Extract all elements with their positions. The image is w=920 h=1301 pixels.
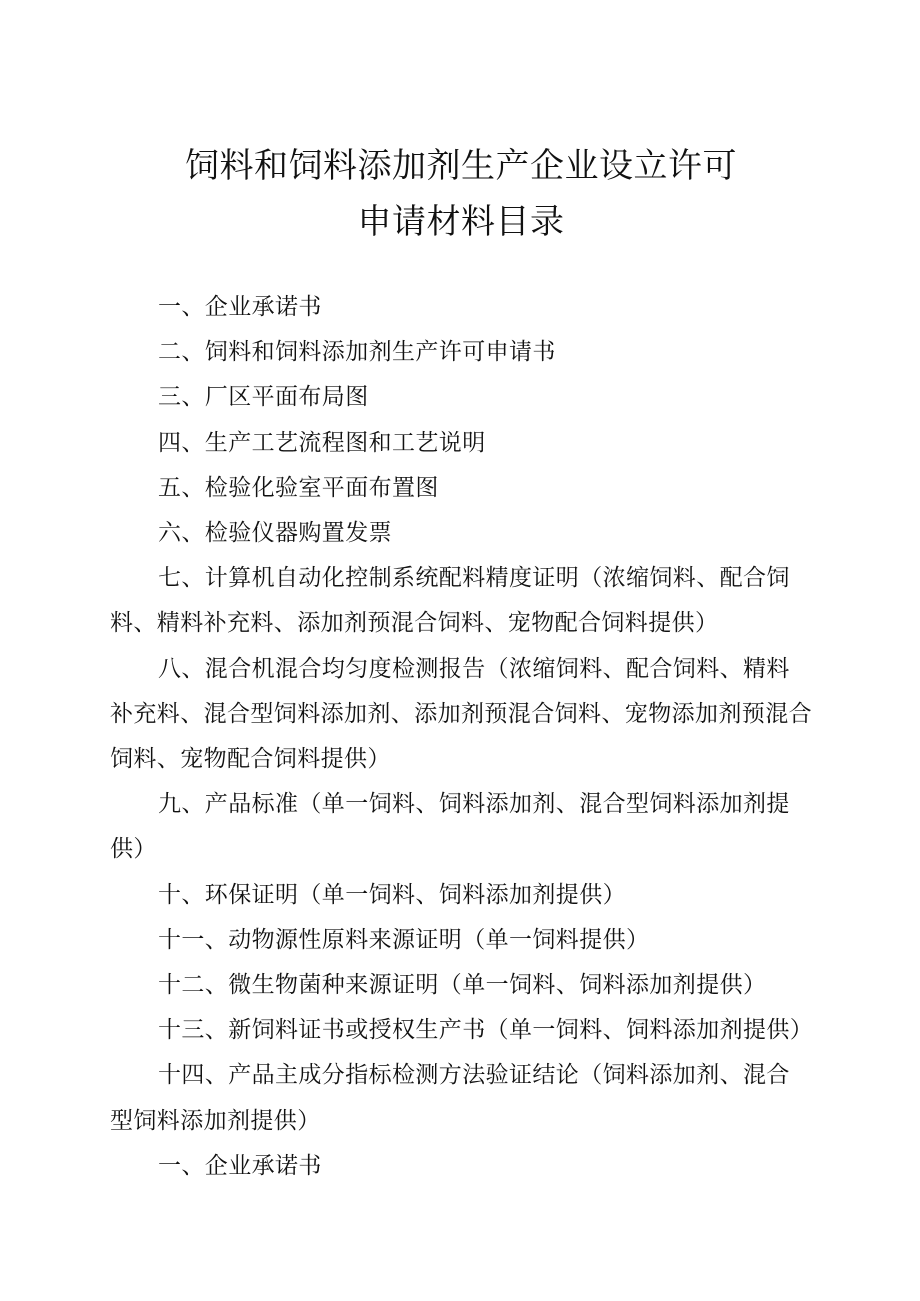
list-item-8: 八、混合机混合均匀度检测报告（浓缩饲料、配合饲料、精料补充料、混合型饲料添加剂、添加剂预混合饲料、宠物添加剂预混合饲料、宠物配合饲料提供） [110, 655, 812, 773]
title-line-1: 饲料和饲料添加剂生产企业设立许可 [185, 146, 737, 186]
list-item-13: 十三、新饲料证书或授权生产书（单一饲料、饲料添加剂提供） [158, 1017, 814, 1044]
title-line-2: 申请材料目录 [357, 202, 565, 242]
list-item-9: 九、产品标准（单一饲料、饲料添加剂、混合型饲料添加剂提供） [110, 791, 790, 863]
list-item-11: 十一、动物源性原料来源证明（单一饲料提供） [158, 926, 650, 953]
list-item-10: 十、环保证明（单一饲料、饲料添加剂提供） [158, 881, 626, 908]
list-item-6: 六、检验仪器购置发票 [158, 520, 392, 547]
list-item-3: 三、厂区平面布局图 [158, 384, 369, 411]
document-title [110, 0, 812, 250]
list-item-5: 五、检验化验室平面布置图 [158, 474, 439, 501]
list-item-2: 二、饲料和饲料添加剂生产许可申请书 [158, 339, 556, 366]
list-item-15: 一、企业承诺书 [158, 1152, 322, 1179]
list-item-4: 四、生产工艺流程图和工艺说明 [158, 429, 486, 456]
list-item-14: 十四、产品主成分指标检测方法验证结论（饲料添加剂、混合型饲料添加剂提供） [110, 1062, 790, 1134]
list-item-7: 七、计算机自动化控制系统配料精度证明（浓缩饲料、配合饲料、精料补充料、添加剂预混合饲料、宠物配合饲料提供） [110, 565, 790, 637]
materials-list [110, 285, 812, 1189]
list-item-12: 十二、微生物菌种来源证明（单一饲料、饲料添加剂提供） [158, 972, 767, 999]
list-item-1: 一、企业承诺书 [158, 294, 322, 320]
